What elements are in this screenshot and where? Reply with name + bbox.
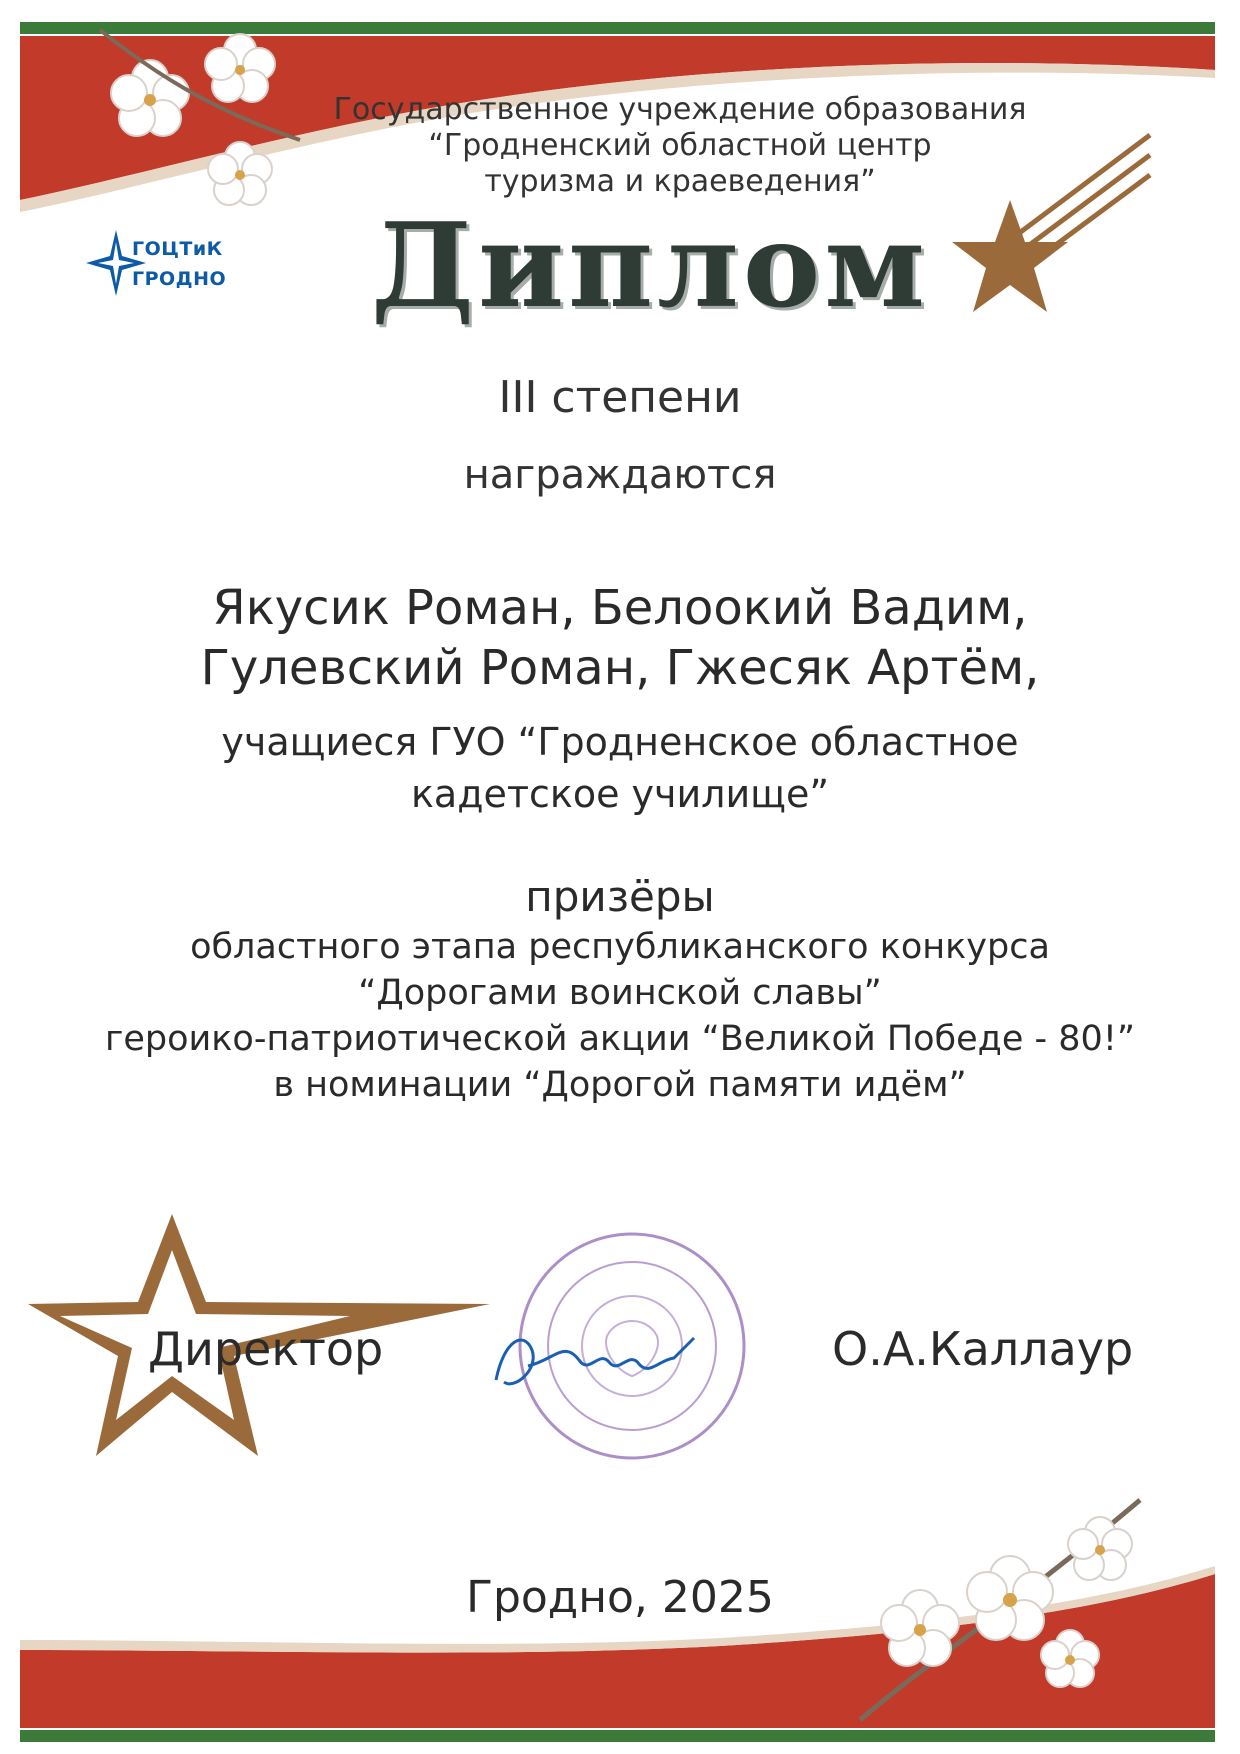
diploma-degree: III степени [498, 372, 742, 423]
contest-line-3: героико-патриотической акции “Великой Победе - 80!” [104, 1019, 1135, 1059]
awarded-heading: награждаются [463, 452, 777, 498]
organization-header [300, 92, 1060, 200]
contest-description [0, 924, 1240, 1108]
logo-text-line1: ГОЦТиК [132, 238, 223, 260]
place-and-year: Гродно, 2025 [466, 1572, 774, 1623]
org-line-3: туризма и краеведения” [484, 164, 876, 199]
director-label: Директор [148, 1322, 384, 1376]
recipient-names-line-2: Гулевский Роман, Гжесяк Артём, [200, 640, 1040, 696]
contest-line-2: “Дорогами воинской славы” [358, 973, 882, 1013]
director-name: О.А.Каллаур [832, 1322, 1134, 1376]
cherry-blossom-top-illustration [90, 10, 330, 230]
org-line-1: Государственное учреждение образования [333, 92, 1027, 127]
contest-line-4: в номинации “Дорогой памяти идём” [273, 1065, 967, 1105]
logo-text-line2: ГРОДНО [132, 268, 227, 290]
diploma-title: Диплом [370, 198, 929, 334]
school-line-2: кадетское училище” [410, 772, 830, 816]
recipient-names [0, 578, 1240, 698]
org-line-2: “Гродненский областной центр [428, 128, 932, 163]
contest-line-1: областного этапа республиканского конкурса [190, 927, 1050, 967]
gotsik-grodno-logo [86, 226, 227, 306]
achievement-status: призёры [525, 872, 715, 921]
recipient-school [0, 716, 1240, 820]
handwritten-signature [484, 1320, 704, 1400]
school-line-1: учащиеся ГУО “Гродненское областное [221, 720, 1019, 764]
bronze-star-icon [950, 130, 1160, 330]
recipient-names-line-1: Якусик Роман, Белоокий Вадим, [212, 580, 1028, 636]
